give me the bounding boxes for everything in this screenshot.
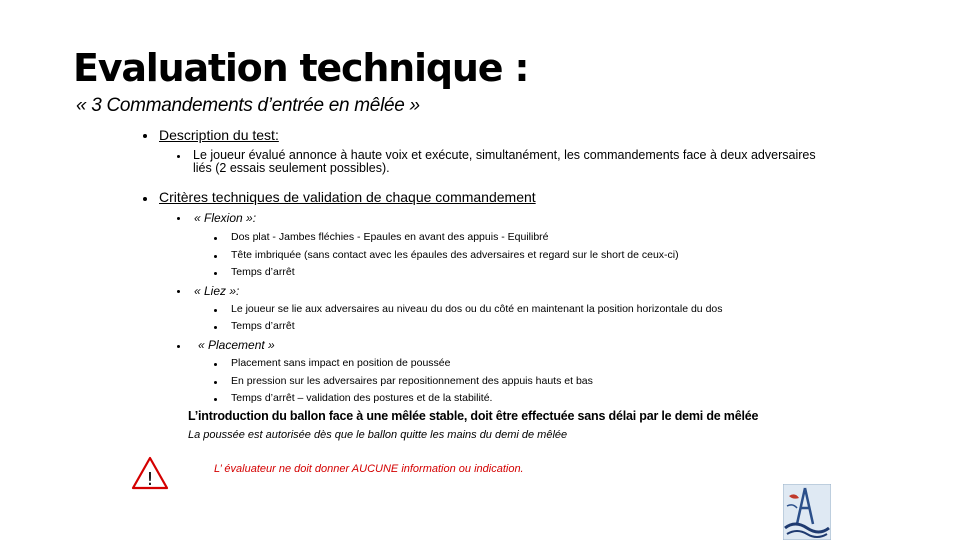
command-flexion: « Flexion »: bbox=[194, 211, 257, 225]
bullet-dot bbox=[143, 197, 147, 201]
federation-logo bbox=[783, 484, 831, 540]
flexion-item: Dos plat - Jambes fléchies - Epaules en avant des appuis - Equilibré bbox=[231, 231, 549, 243]
bullet-dot bbox=[177, 345, 180, 348]
placement-item: En pression sur les adversaires par repositionnement des appuis hauts et bas bbox=[231, 375, 593, 387]
placement-item: Temps d’arrêt – validation des postures et de la stabilité. bbox=[231, 392, 493, 404]
bullet-dot bbox=[214, 272, 217, 275]
bullet-dot bbox=[214, 398, 217, 401]
page-subtitle: « 3 Commandements d’entrée en mêlée » bbox=[76, 95, 420, 116]
liez-item: Temps d’arrêt bbox=[231, 320, 295, 332]
bullet-dot bbox=[214, 381, 217, 384]
bullet-dot bbox=[214, 326, 217, 329]
description-label: Description du test: bbox=[159, 127, 279, 143]
bullet-dot bbox=[214, 309, 217, 312]
bullet-dot bbox=[214, 255, 217, 258]
warning-icon bbox=[131, 456, 169, 490]
criteria-label: Critères techniques de validation de chaque commandement bbox=[159, 189, 536, 205]
warning-symbol: ! bbox=[146, 469, 154, 490]
bullet-dot bbox=[214, 237, 217, 240]
placement-item: Placement sans impact en position de poussée bbox=[231, 357, 451, 369]
bullet-dot bbox=[143, 134, 147, 138]
bullet-dot bbox=[214, 363, 217, 366]
note-text: La poussée est autorisée dès que le ballon quitte les mains du demi de mêlée bbox=[188, 429, 568, 441]
description-text: Le joueur évalué annonce à haute voix et exécute, simultanément, les commandements face à deux adversaires liés (2 essais seulement possibles). bbox=[193, 148, 816, 175]
rule-text: L’introduction du ballon face à une mêlée stable, doit être effectuée sans délai par le demi de mêlée bbox=[188, 409, 759, 423]
command-liez: « Liez »: bbox=[194, 284, 240, 298]
flexion-item: Temps d’arrêt bbox=[231, 266, 295, 278]
flexion-item: Tête imbriquée (sans contact avec les épaules des adversaires et regard sur le short de ceux-ci) bbox=[231, 249, 679, 261]
bullet-dot bbox=[177, 155, 180, 158]
bullet-dot bbox=[177, 290, 180, 293]
command-placement: « Placement » bbox=[198, 338, 275, 352]
warning-text: L’ évaluateur ne doit donner AUCUNE information ou indication. bbox=[214, 463, 524, 475]
liez-item: Le joueur se lie aux adversaires au niveau du dos ou du côté en maintenant la position horizontale du dos bbox=[231, 303, 723, 315]
page-title: Evaluation technique : bbox=[73, 46, 529, 90]
bullet-dot bbox=[177, 217, 180, 220]
